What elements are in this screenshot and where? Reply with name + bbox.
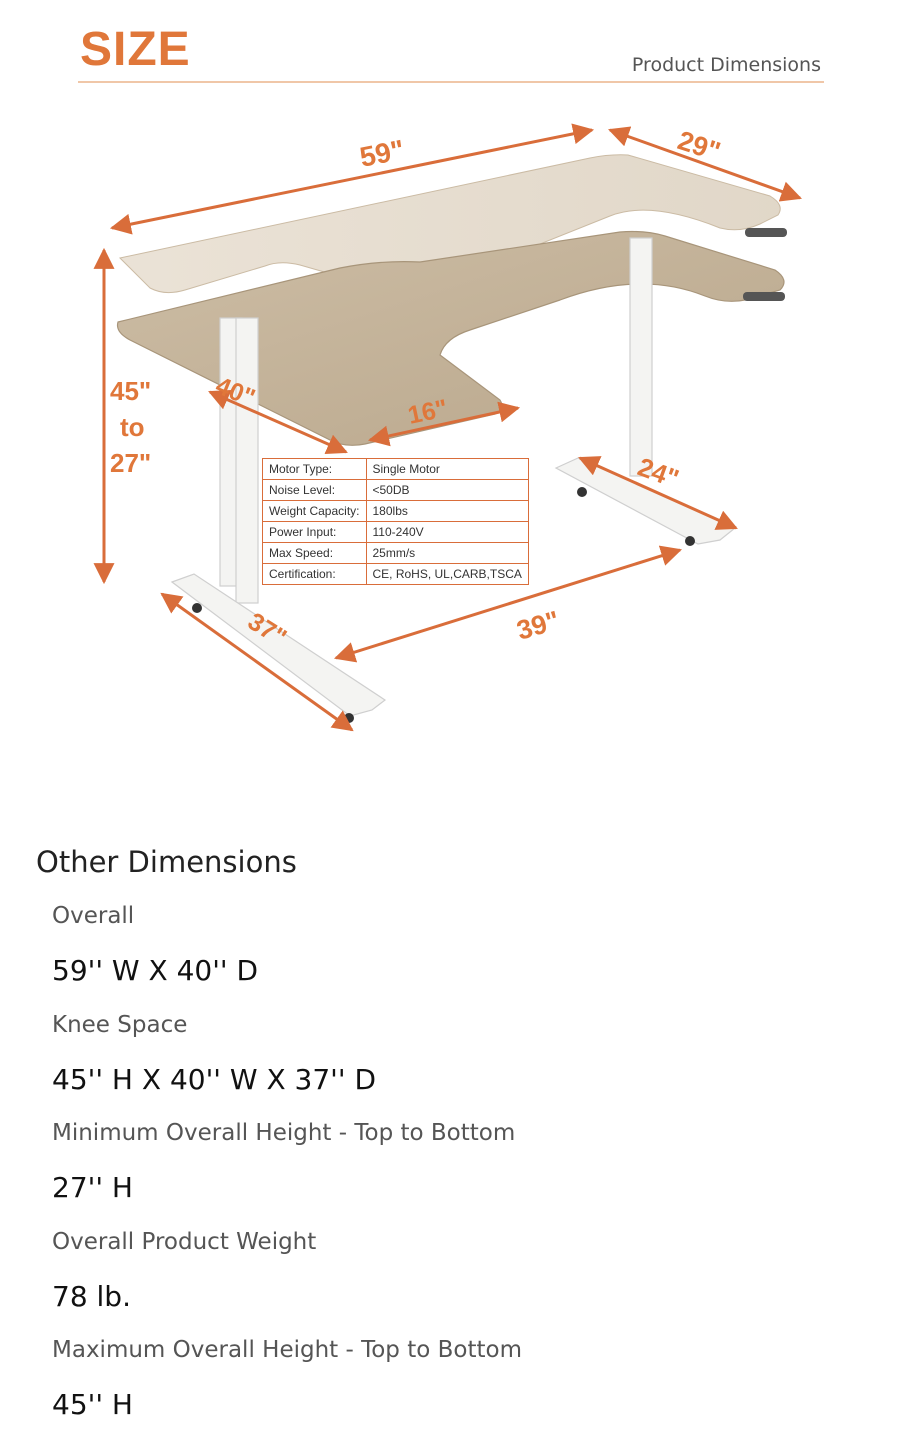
dimension-value: 45'' H: [52, 1388, 133, 1421]
spec-row: [263, 522, 529, 543]
dimension-name: Overall: [52, 903, 135, 929]
label-foot-span: 39": [513, 605, 563, 646]
desk-dimension-diagram: [0, 100, 897, 760]
spec-value: 110-240V: [366, 522, 528, 543]
spec-value: Single Motor: [366, 459, 528, 480]
dimension-value: 45'' H X 40'' W X 37'' D: [52, 1063, 377, 1096]
spec-key: Max Speed:: [263, 543, 367, 564]
header-divider: [78, 81, 824, 83]
dimension-value: 27'' H: [52, 1171, 133, 1204]
spec-row: [263, 501, 529, 522]
spec-key: Noise Level:: [263, 480, 367, 501]
left-leg-inner: [236, 318, 258, 603]
label-foot-right: 24": [633, 451, 683, 494]
desk-illustration: [0, 100, 897, 760]
spec-key: Weight Capacity:: [263, 501, 367, 522]
dimension-name: Overall Product Weight: [52, 1229, 317, 1255]
spec-row: [263, 543, 529, 564]
label-foot-left: 37": [242, 607, 292, 653]
label-width-top: 59": [357, 133, 407, 173]
control-panel-upper: [745, 228, 787, 237]
dimension-name: Knee Space: [52, 1012, 188, 1038]
other-dimensions-title: Other Dimensions: [36, 845, 297, 879]
label-depth-top: 29": [674, 125, 725, 167]
control-panel-lower: [743, 292, 785, 301]
spec-key: Certification:: [263, 564, 367, 585]
dimension-value: 78 lb.: [52, 1280, 131, 1313]
spec-row: [263, 480, 529, 501]
right-leg: [630, 238, 652, 476]
spec-value: 180lbs: [366, 501, 528, 522]
spec-value: <50DB: [366, 480, 528, 501]
spec-row: [263, 564, 529, 585]
spec-row: [263, 459, 529, 480]
dimension-value: 59'' W X 40'' D: [52, 954, 259, 987]
spec-key: Power Input:: [263, 522, 367, 543]
page-subtitle: Product Dimensions: [631, 54, 821, 76]
label-height-to: to: [120, 412, 145, 442]
page-title: SIZE: [80, 23, 191, 76]
spec-table: [262, 458, 529, 585]
spec-value: 25mm/s: [366, 543, 528, 564]
label-height-max: 45": [110, 376, 152, 406]
label-height-min: 27": [110, 448, 152, 478]
spec-key: Motor Type:: [263, 459, 367, 480]
label-return-width: 16": [405, 394, 451, 430]
label-return-depth: 40": [211, 371, 260, 413]
dimension-name: Maximum Overall Height - Top to Bottom: [52, 1337, 522, 1363]
spec-value: CE, RoHS, UL,CARB,TSCA: [366, 564, 528, 585]
dimension-name: Minimum Overall Height - Top to Bottom: [52, 1120, 516, 1146]
